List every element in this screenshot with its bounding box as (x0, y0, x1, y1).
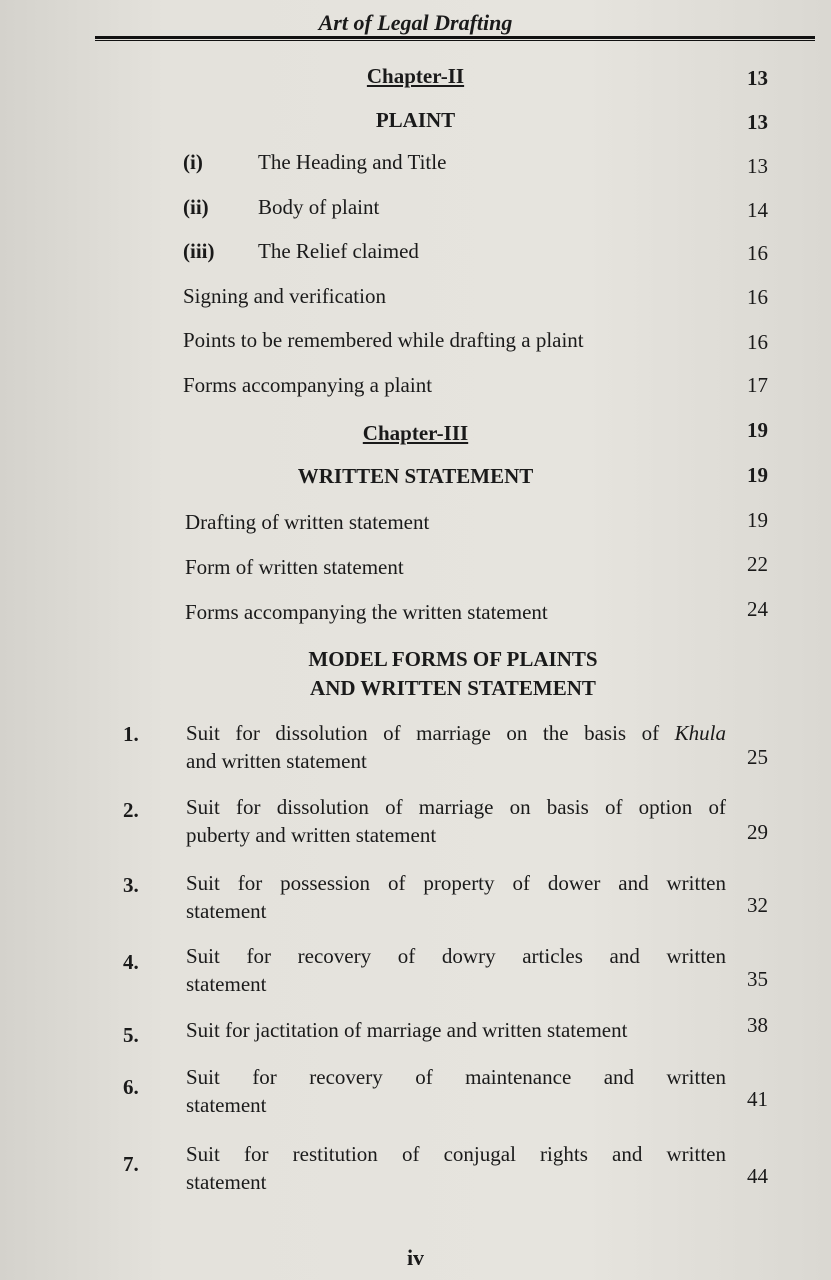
form-title-line1: Suit for possession of property of dower and written (186, 871, 726, 895)
toc-item-text: Signing and verification (183, 284, 386, 308)
form-title-line1: Suit for recovery of maintenance and written (186, 1065, 726, 1089)
toc-item-text: Form of written statement (185, 555, 404, 579)
model-forms-heading-line2: AND WRITTEN STATEMENT (310, 676, 596, 700)
toc-item-page: 17 (747, 373, 768, 397)
form-title (186, 1063, 726, 1119)
form-title-line1 (186, 719, 726, 747)
plaint-heading: PLAINT (375, 108, 456, 132)
toc-item-page: 13 (747, 154, 768, 178)
form-title-line2: and written statement (186, 749, 367, 773)
form-page: 32 (747, 893, 768, 917)
form-title-line2: statement (186, 972, 267, 996)
toc-item-text: Body of plaint (258, 195, 380, 219)
chapter-2-heading-text: Chapter-II (366, 64, 465, 88)
header-rule (95, 36, 815, 41)
toc-item-label: (i) (183, 150, 203, 174)
toc-item-text: The Heading and Title (258, 150, 447, 174)
form-page: 38 (747, 1013, 768, 1037)
form-number: 3. (123, 873, 139, 897)
form-number: 2. (123, 798, 139, 822)
form-title-line2: statement (186, 899, 267, 923)
toc-item-page: 19 (747, 508, 768, 532)
toc-item-page: 16 (747, 330, 768, 354)
toc-item-text: Forms accompanying the written statement (185, 600, 548, 624)
running-title: Art of Legal Drafting (318, 10, 513, 35)
toc-item-text: Forms accompanying a plaint (183, 373, 433, 397)
form-title (186, 1140, 726, 1196)
form-page: 35 (747, 967, 768, 991)
form-number: 7. (123, 1152, 139, 1176)
form-title (186, 1016, 726, 1044)
form-title-line1: Suit for restitution of conjugal rights and written (186, 1142, 726, 1166)
form-title-line2: statement (186, 1170, 267, 1194)
form-title-line2: statement (186, 1093, 267, 1117)
form-title (186, 869, 726, 925)
toc-item-label: (ii) (183, 195, 209, 219)
toc-item-page: 16 (747, 285, 768, 309)
written-statement-page: 19 (747, 463, 768, 487)
toc-item-page: 24 (747, 597, 768, 621)
form-title-line1-text: Suit for dissolution of marriage on the basis of (186, 721, 660, 745)
form-title (186, 719, 726, 775)
page-number: iv (406, 1245, 425, 1270)
form-page: 44 (747, 1164, 768, 1188)
form-title (186, 793, 726, 849)
toc-item-page: 14 (747, 198, 768, 222)
toc-item-label: (iii) (183, 239, 215, 263)
form-title-line1: Suit for recovery of dowry articles and written (186, 944, 726, 968)
form-title-line2: puberty and written statement (186, 823, 437, 847)
toc-item-page: 16 (747, 241, 768, 265)
chapter-3-heading-text: Chapter-III (362, 421, 469, 445)
form-number: 5. (123, 1023, 139, 1047)
written-statement-heading: WRITTEN STATEMENT (297, 464, 534, 488)
form-title-line1: Suit for jactitation of marriage and written statement (186, 1018, 628, 1042)
form-title-italic: Khula (674, 721, 727, 745)
chapter-2-heading (0, 64, 831, 89)
form-page: 29 (747, 820, 768, 844)
form-number: 4. (123, 950, 139, 974)
chapter-3-heading (0, 421, 831, 446)
form-title-line1: Suit for dissolution of marriage on basis of option of (186, 795, 726, 819)
form-title (186, 942, 726, 998)
form-number: 1. (123, 722, 139, 746)
model-forms-heading (283, 645, 623, 703)
chapter-2-page: 13 (747, 66, 768, 90)
model-forms-heading-line1: MODEL FORMS OF PLAINTS (308, 647, 598, 671)
form-number: 6. (123, 1075, 139, 1099)
form-page: 25 (747, 745, 768, 769)
plaint-page: 13 (747, 110, 768, 134)
toc-item-text: The Relief claimed (258, 239, 419, 263)
toc-item-text: Points to be remembered while drafting a plaint (183, 328, 584, 352)
chapter-3-page: 19 (747, 418, 768, 442)
toc-item-text: Drafting of written statement (185, 510, 430, 534)
toc-item-page: 22 (747, 552, 768, 576)
form-page: 41 (747, 1087, 768, 1111)
